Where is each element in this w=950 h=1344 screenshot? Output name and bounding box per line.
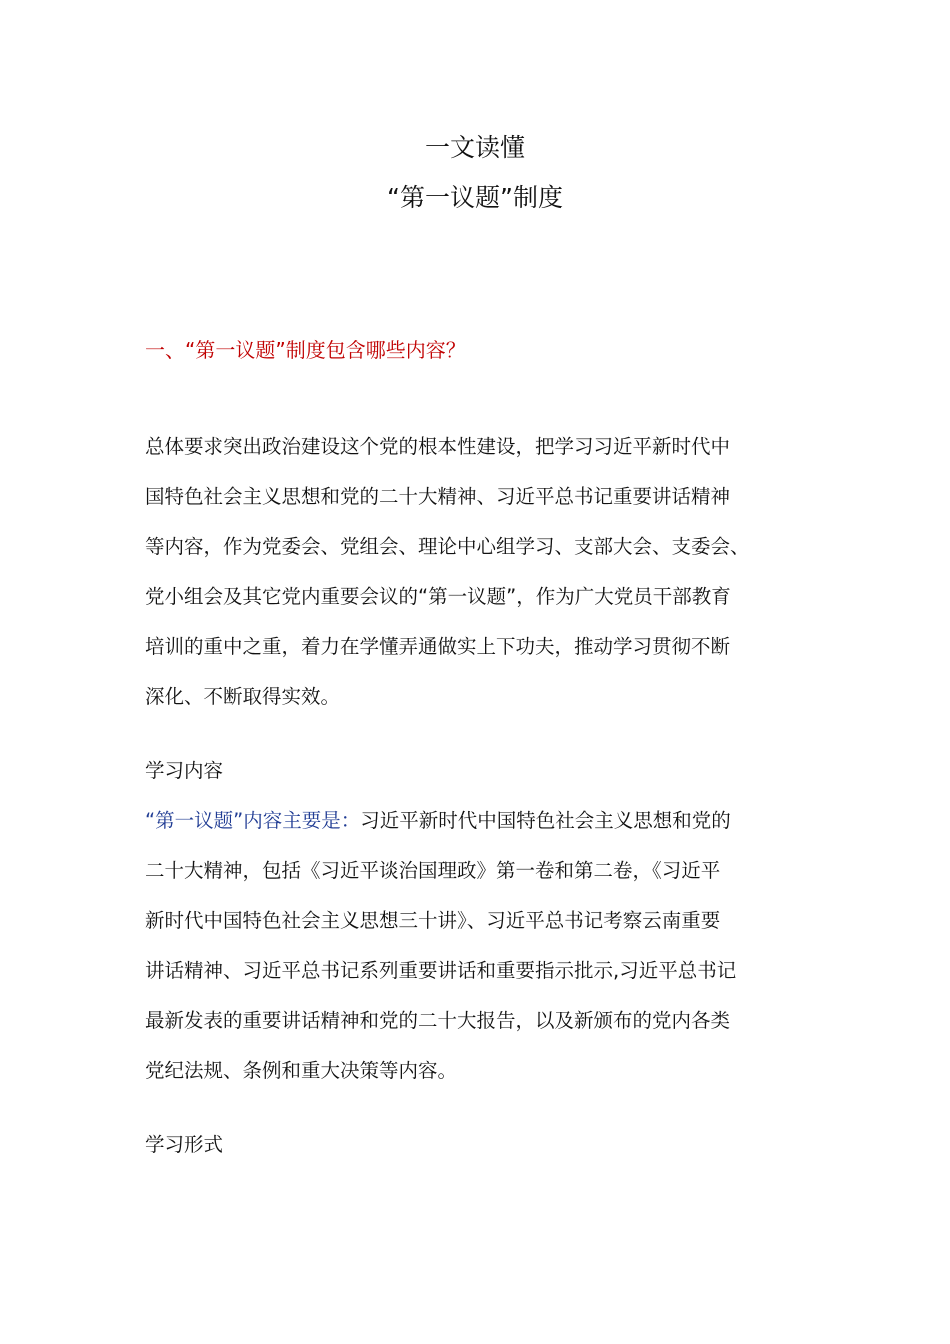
study-content-paragraph [145,796,815,1096]
study-content-body: 习近平新时代中国特色社会主义思想和党的 二十大精神，包括《习近平谈治国理政》第一卷和第二卷，《习近平 新时代中国特色社会主义思想三十讲》、习近平总书记考察云南重要 讲话精神、习近平总书记系列重要讲话和重要指示批示,习近平总书记 最新发表的重要讲话精神和党的二十大报告，以及新颁布的党内各类 党纪法规、条例和重大决策等内容。 [145,809,737,1082]
section1-paragraph: 总体要求突出政治建设这个党的根本性建设，把学习习近平新时代中 国特色社会主义思想和党的二十大精神、习近平总书记重要讲话精神 等内容，作为党委会、党组会、理论中心组学习、支部大会、支委会、 党小组会及其它党内重要会议的“第一议题”，作为广大党员干部教育 培训的重中之重，着力在学懂弄通做实上下功夫，推动学习贯彻不断 深化、不断取得实效。 [145,435,750,708]
study-form-heading: 学习形式 [145,1133,224,1156]
document-title-line2: “第一议题”制度 [387,183,563,212]
study-content-heading: 学习内容 [145,759,224,782]
study-content-lead: “第一议题”内容主要是： [145,809,361,832]
document-title-line1: 一文读懂 [424,133,525,162]
section-heading-1: 一、“第一议题”制度包含哪些内容？ [145,338,466,362]
